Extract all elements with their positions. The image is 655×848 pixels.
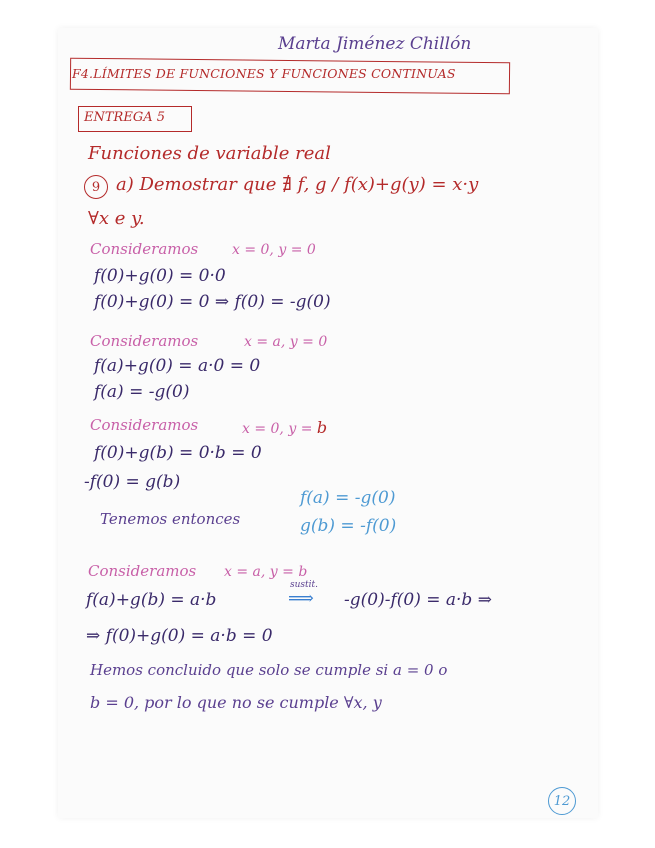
document-title: F4.LÍMITES DE FUNCIONES Y FUNCIONES CONTINUAS (72, 66, 456, 81)
section-title: Funciones de variable real (88, 143, 331, 164)
exercise-number: 9 (91, 179, 101, 195)
substitution-arrow-icon: ⟹ (288, 588, 314, 609)
case1-label: Consideramos (90, 240, 199, 258)
conclusion-line-2: b = 0, por lo que no se cumple ∀x, y (90, 693, 382, 712)
case3-values-b: b (316, 418, 328, 437)
case1-values: x = 0, y = 0 (232, 242, 316, 258)
case2-values: x = a, y = 0 (244, 334, 328, 350)
case4-values: x = a, y = b (224, 564, 308, 580)
case3-label: Consideramos (90, 416, 199, 434)
case4-equation-1-right: -g(0)-f(0) = a·b ⇒ (344, 590, 492, 610)
delivery-label: ENTREGA 5 (84, 110, 165, 125)
case4-label: Consideramos (88, 562, 197, 580)
then-equation-1: f(a) = -g(0) (300, 488, 396, 508)
statement-line-1: a) Demostrar que ∄ f, g / f(x)+g(y) = x·y (116, 174, 479, 195)
then-equation-2: g(b) = -f(0) (300, 516, 397, 536)
case1-equation-1: f(0)+g(0) = 0·0 (94, 266, 226, 286)
case2-label: Consideramos (90, 332, 199, 350)
exercise-number-circle (84, 175, 108, 199)
case2-equation-1: f(a)+g(0) = a·0 = 0 (94, 356, 261, 376)
case2-equation-2: f(a) = -g(0) (94, 382, 190, 402)
case3-equation-2: -f(0) = g(b) (84, 472, 181, 492)
case4-equation-2: ⇒ f(0)+g(0) = a·b = 0 (86, 626, 273, 646)
case3-values (242, 418, 327, 437)
case3-equation-1: f(0)+g(b) = 0·b = 0 (94, 443, 262, 463)
case4-equation-1: f(a)+g(b) = a·b (86, 590, 217, 610)
case3-values-prefix: x = 0, y = (242, 421, 317, 437)
substitution-note: sustit. (290, 580, 319, 590)
then-label: Tenemos entonces (100, 510, 241, 528)
author-name: Marta Jiménez Chillón (278, 34, 472, 54)
statement-line-2: ∀x e y. (88, 208, 145, 229)
case1-equation-2: f(0)+g(0) = 0 ⇒ f(0) = -g(0) (94, 292, 331, 312)
page-number-badge (548, 787, 576, 815)
page-number: 12 (553, 793, 571, 809)
conclusion-line-1: Hemos concluido que solo se cumple si a = 0 o (90, 661, 448, 679)
